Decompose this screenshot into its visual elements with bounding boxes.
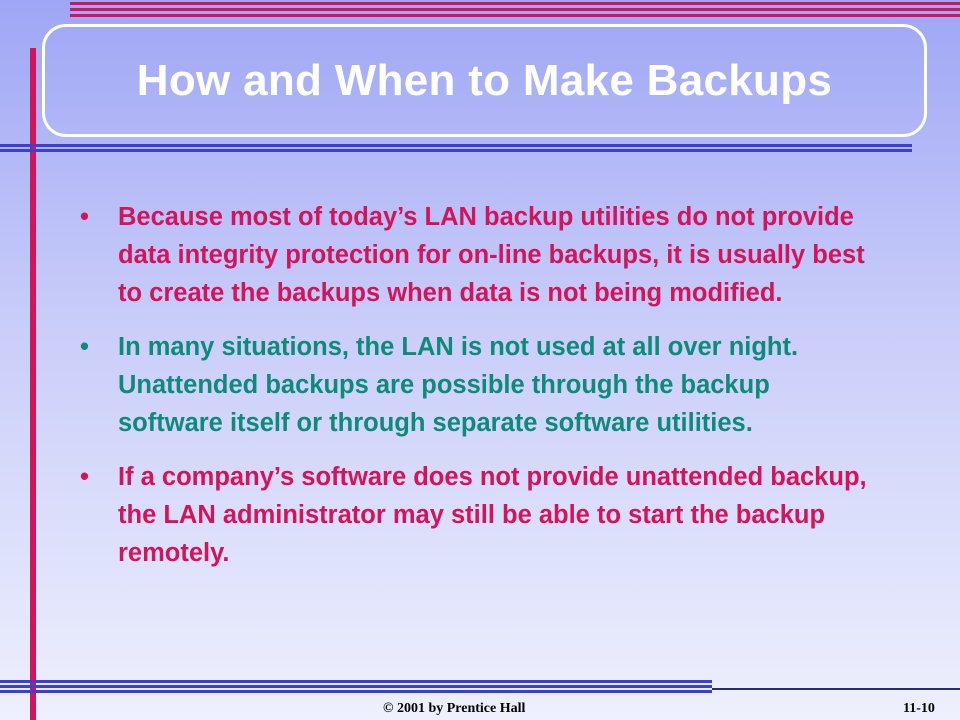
bottom-line-1 [0,680,712,683]
bullet-item [78,328,878,442]
title-frame [42,24,927,137]
bullet-text: In many situations, the LAN is not used at all over night. Unattended backups are possible through the backup software itself or through separate software utilities. [118,333,799,437]
top-line-red-3 [70,14,960,17]
bullet-marker: • [80,463,89,491]
top-decorative-lines [70,0,960,18]
bullet-marker: • [80,203,89,231]
footer-copyright: © 2001 by Prentice Hall [383,701,526,716]
underline-1 [0,144,912,147]
bullet-list [78,198,878,588]
bullet-item [78,198,878,312]
bullet-text: Because most of today’s LAN backup utilities do not provide data integrity protection for on-line backups, it is usually best to create the backups when data is not being modified. [118,203,865,307]
footer-page-number: 11-10 [903,701,935,716]
footer-rule [712,688,960,690]
bottom-line-2 [0,685,712,688]
page-title: How and When to Make Backups [136,55,833,105]
bullet-marker: • [80,333,89,361]
top-line-red [70,2,960,5]
top-line-red-2 [70,8,960,11]
bullet-item [78,458,878,572]
bullet-text: If a company’s software does not provide unattended backup, the LAN administrator may still be able to start the backup remotely. [118,463,867,567]
bottom-line-3 [0,690,712,693]
underline-2 [0,149,912,152]
